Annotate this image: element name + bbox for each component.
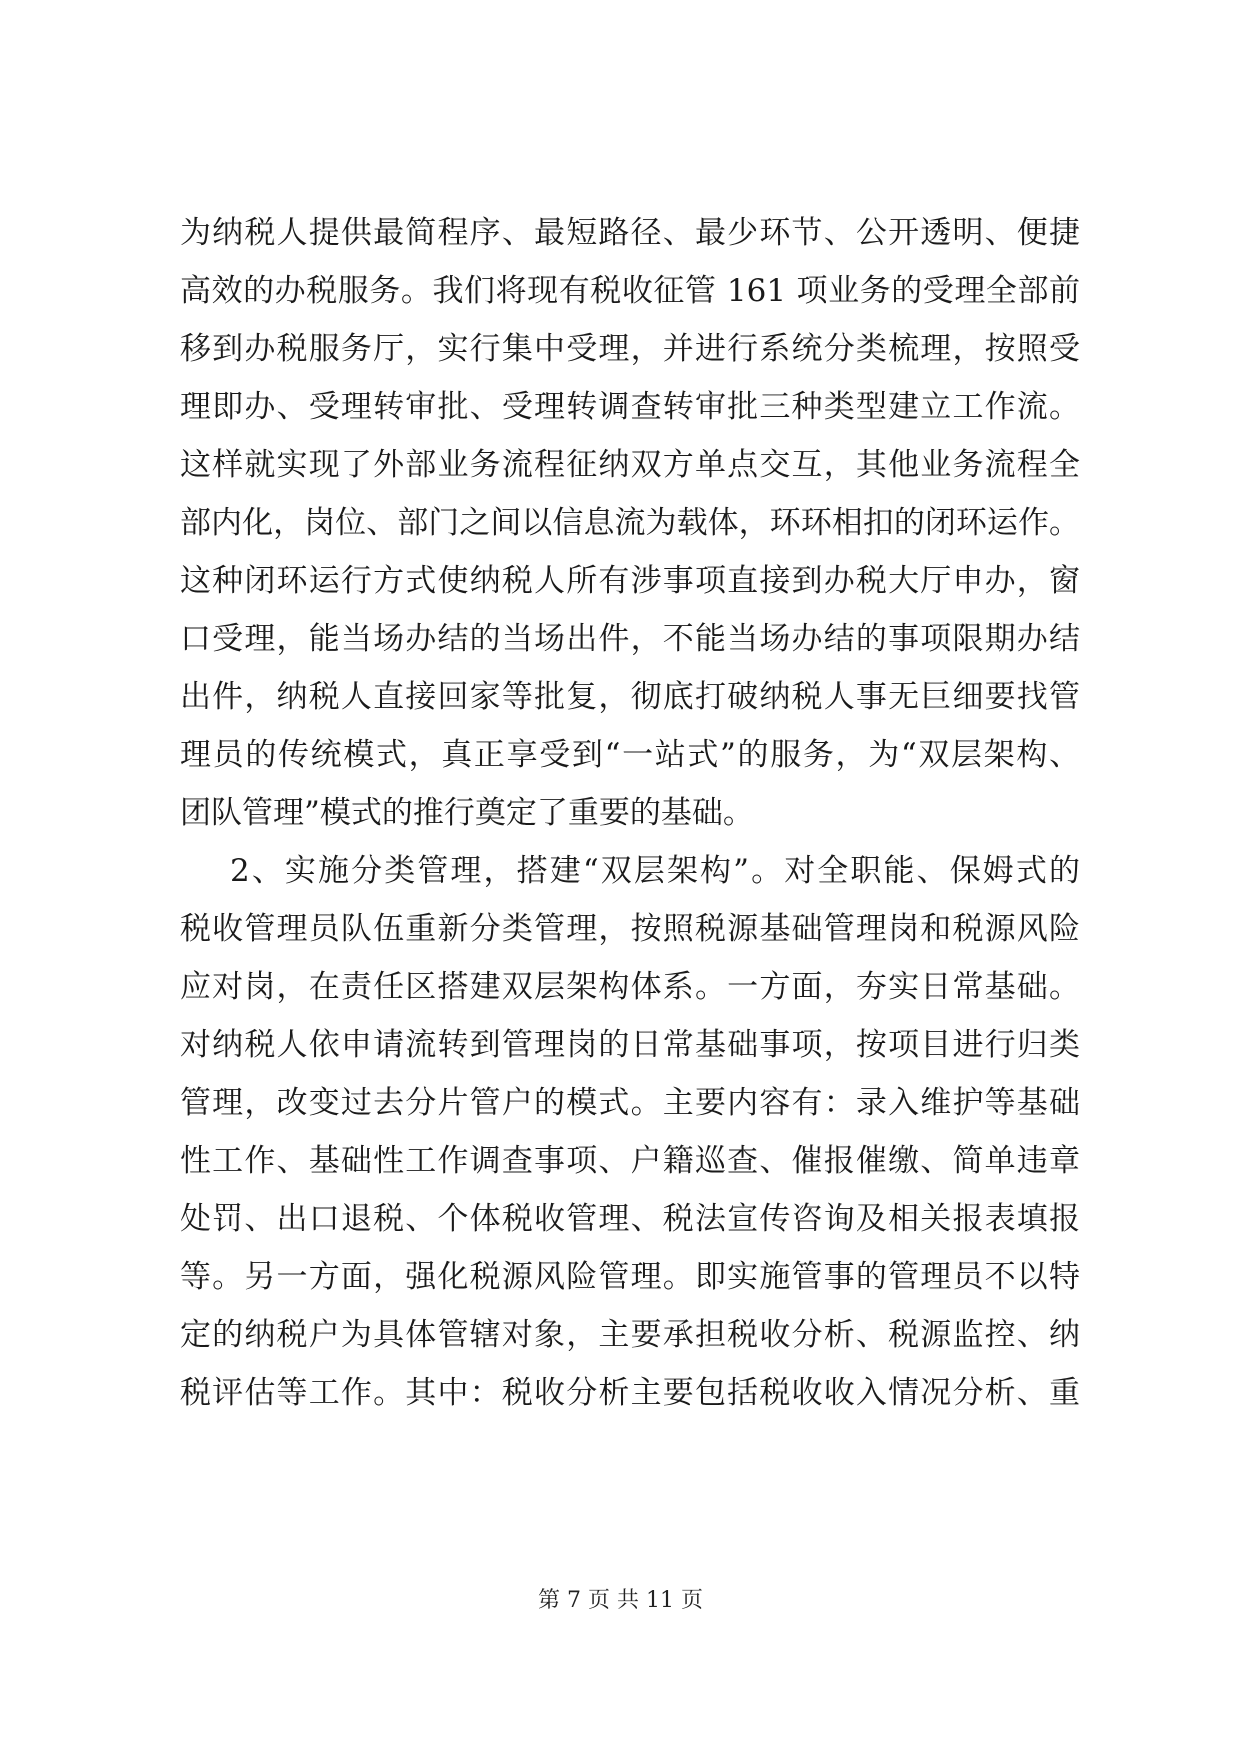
text-line: 性工作、基础性工作调查事项、户籍巡查、催报催缴、简单违章 — [180, 1143, 1080, 1179]
text-line: 移到办税服务厅，实行集中受理，并进行系统分类梳理，按照受 — [180, 331, 1080, 367]
page-number-footer: 第 7 页 共 11 页 — [538, 1588, 703, 1613]
text-line: 出件，纳税人直接回家等批复，彻底打破纳税人事无巨细要找管 — [180, 679, 1080, 715]
text-line: 口受理，能当场办结的当场出件，不能当场办结的事项限期办结 — [180, 621, 1080, 657]
text-line: 为纳税人提供最简程序、最短路径、最少环节、公开透明、便捷 — [180, 215, 1080, 251]
text-line: 团队管理”模式的推行奠定了重要的基础。 — [180, 795, 754, 831]
text-line: 部内化，岗位、部门之间以信息流为载体，环环相扣的闭环运作。 — [180, 505, 1080, 541]
text-line: 定的纳税户为具体管辖对象，主要承担税收分析、税源监控、纳 — [180, 1317, 1080, 1353]
text-line: 管理，改变过去分片管户的模式。主要内容有：录入维护等基础 — [180, 1085, 1080, 1121]
text-line: 这样就实现了外部业务流程征纳双方单点交互，其他业务流程全 — [180, 447, 1080, 483]
text-line: 这种闭环运行方式使纳税人所有涉事项直接到办税大厅申办，窗 — [180, 563, 1080, 599]
paragraph-start-line: 2、实施分类管理，搭建“双层架构”。对全职能、保姆式的 — [230, 853, 1080, 889]
text-line: 高效的办税服务。我们将现有税收征管 161 项业务的受理全部前 — [180, 273, 1080, 309]
text-line: 税评估等工作。其中：税收分析主要包括税收收入情况分析、重 — [180, 1375, 1080, 1411]
text-line: 税收管理员队伍重新分类管理，按照税源基础管理岗和税源风险 — [180, 911, 1080, 947]
text-line: 理即办、受理转审批、受理转调查转审批三种类型建立工作流。 — [180, 389, 1080, 425]
text-line: 处罚、出口退税、个体税收管理、税法宣传咨询及相关报表填报 — [180, 1201, 1080, 1237]
text-line: 等。另一方面，强化税源风险管理。即实施管事的管理员不以特 — [180, 1259, 1080, 1295]
text-line: 对纳税人依申请流转到管理岗的日常基础事项，按项目进行归类 — [180, 1027, 1080, 1063]
text-line: 应对岗，在责任区搭建双层架构体系。一方面，夯实日常基础。 — [180, 969, 1080, 1005]
text-line: 理员的传统模式，真正享受到“一站式”的服务，为“双层架构、 — [180, 737, 1080, 773]
